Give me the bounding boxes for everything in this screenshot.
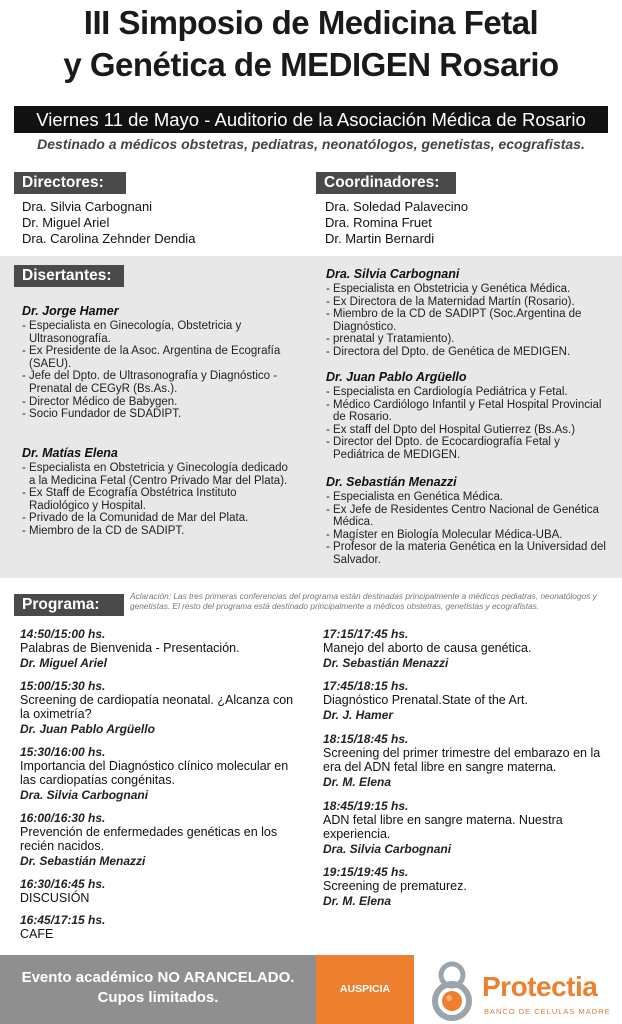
- program-time: 15:00/15:30 hs.: [20, 679, 106, 693]
- program-speaker: Dra. Silvia Carbognani: [323, 842, 452, 856]
- programa-label: Programa:: [14, 594, 124, 616]
- program-time: 17:15/17:45 hs.: [323, 627, 409, 641]
- speaker-credential: - Profesor de la materia Genética en la Universidad del Salvador.: [326, 541, 606, 566]
- speaker-credential: - Ex staff del Dpto del Hospital Gutierrez (Bs.As.): [326, 423, 576, 436]
- program-time: 15:30/16:00 hs.: [20, 745, 106, 759]
- program-speaker: Dr. J. Hamer: [323, 708, 394, 722]
- speaker-credential: - Especialista en Obstetricia y Ginecología dedicado a la Medicina Fetal (Centro Privado Mar del Plata).: [22, 462, 288, 487]
- program-item: [323, 732, 615, 790]
- title-line-2: y Genética de MEDIGEN Rosario: [63, 46, 559, 83]
- program-speaker: Dra. Silvia Carbognani: [20, 788, 149, 802]
- program-speaker: Dr. Miguel Ariel: [20, 656, 107, 670]
- program-title: Palabras de Bienvenida - Presentación.: [20, 641, 240, 655]
- speaker-name: Dr. Matías Elena: [22, 446, 118, 460]
- protectia-logo-icon: [422, 955, 482, 1024]
- program-item: [20, 811, 306, 869]
- speaker-credential: - Jefe del Dpto. de Ultrasonografía y Diagnóstico - Prenatal de CEGyR (Bs.As.).: [22, 370, 278, 395]
- program-title: CAFE: [20, 927, 54, 941]
- program-speaker: Dr. Sebastián Menazzi: [20, 854, 146, 868]
- program-speaker: Dr. Juan Pablo Argüello: [20, 722, 155, 736]
- speaker-name: Dr. Juan Pablo Argüello: [326, 370, 467, 384]
- program-time: 18:45/19:15 hs.: [323, 799, 409, 813]
- speaker-credential: - Especialista en Cardiología Pediátrica y Fetal.: [326, 386, 568, 398]
- speaker-credential: - Director Médico de Babygen.: [22, 395, 178, 408]
- program-item: [323, 799, 609, 857]
- speaker-credential: - Ex Jefe de Residentes Centro Nacional de Genética Médica.: [326, 503, 599, 529]
- speaker-name: Dra. Silvia Carbognani: [326, 267, 460, 281]
- program-time: 16:30/16:45 hs.: [20, 877, 106, 891]
- speaker-credential: - Especialista en Obstetricia y Genética Médica.: [326, 283, 571, 295]
- director-name: Dra. Silvia Carbognani: [22, 199, 153, 214]
- speaker-credential: - Directora del Dpto. de Genética de MEDIGEN.: [326, 345, 571, 358]
- disertantes-label: Disertantes:: [14, 265, 124, 287]
- program-item: [20, 913, 306, 941]
- audience-text: Destinado a médicos obstetras, pediatras, neonatólogos, genetistas, ecografistas.: [37, 136, 585, 152]
- program-time: 17:45/18:15 hs.: [323, 679, 409, 693]
- program-time: 18:15/18:45 hs.: [323, 732, 409, 746]
- speaker-credential: - Director del Dpto. de Ecocardiografía Fetal y Pediátrica de MEDIGEN.: [326, 436, 560, 461]
- coordinador-name: Dr. Martin Bernardi: [325, 231, 435, 246]
- directores-list: [22, 199, 195, 247]
- program-title: Importancia del Diagnóstico clínico molecular en las cardiopatías congénitas.: [20, 759, 289, 787]
- coordinadores-label: Coordinadores:: [316, 172, 456, 194]
- speaker-credential: - Especialista en Genética Médica.: [326, 491, 504, 503]
- speaker-carbognani: [326, 266, 610, 359]
- speaker-credential: - Especialista en Ginecología, Obstetricia y Ultrasonografía.: [22, 320, 242, 345]
- program-title: Screening del primer trimestre del embarazo en la era del ADN fetal libre en sangre materna.: [323, 746, 601, 774]
- program-item: [20, 627, 306, 671]
- speaker-elena: [22, 445, 288, 538]
- speaker-credential: - Médico Cardiólogo Infantil y Fetal Hospital Provincial de Rosario.: [326, 398, 602, 424]
- speaker-menazzi: [326, 474, 610, 567]
- auspicia-label: AUSPICIA: [316, 955, 414, 1024]
- speaker-name: Dr. Jorge Hamer: [22, 304, 119, 318]
- brand-name: Protectia: [482, 971, 598, 1002]
- date-venue-bar: Viernes 11 de Mayo - Auditorio de la Asociación Médica de Rosario: [14, 106, 608, 133]
- speaker-credential: - Ex Presidente de la Asoc. Argentina de Ecografía (SAEU).: [22, 345, 281, 370]
- program-item: [20, 679, 306, 737]
- speaker-credential: - prenatal y Tratamiento).: [326, 333, 455, 346]
- program-item: [323, 627, 609, 671]
- footer-line-2: Cupos limitados.: [97, 989, 219, 1006]
- speaker-credential: - Magíster en Biología Molecular Médica-UBA.: [326, 528, 563, 541]
- sponsor-logo: [414, 955, 622, 1024]
- speaker-credential: - Ex Directora de la Maternidad Martín (Rosario).: [326, 295, 575, 308]
- program-title: Diagnóstico Prenatal.State of the Art.: [323, 693, 528, 707]
- footer-line-1: Evento académico NO ARANCELADO.: [21, 969, 295, 986]
- programa-note: Aclaración: Las tres primeras conferencias del programa están destinadas principalmente a médicos pediatras, neonatólogos y genetistas. El resto del programa está destinado principalmente a médicos obstetras, genetistas y ecografistas.: [130, 591, 597, 611]
- program-title: Screening de prematurez.: [323, 879, 467, 893]
- program-title: DISCUSIÓN: [20, 891, 90, 905]
- directores-label: Directores:: [14, 172, 126, 194]
- program-title: Prevención de enfermedades genéticas en los recién nacidos.: [20, 825, 278, 853]
- program-speaker: Dr. M. Elena: [323, 894, 392, 908]
- coordinador-name: Dra. Soledad Palavecino: [325, 199, 469, 214]
- speaker-credential: - Socio Fundador de SDADIPT.: [22, 408, 182, 421]
- speaker-credential: - Ex Staff de Ecografía Obstétrica Instituto Radiológico y Hospital.: [22, 487, 237, 512]
- program-time: 16:45/17:15 hs.: [20, 913, 106, 927]
- speaker-credential: - Miembro de la CD de SADIPT (Soc.Argentina de Diagnóstico.: [326, 308, 582, 333]
- program-item: [20, 877, 306, 905]
- program-item: [20, 745, 306, 803]
- program-title: ADN fetal libre en sangre materna. Nuestra experiencia.: [323, 813, 563, 841]
- brand-tagline: BANCO DE CELULAS MADRE: [484, 1007, 611, 1016]
- coordinador-name: Dra. Romina Fruet: [325, 215, 432, 230]
- program-time: 19:15/19:45 hs.: [323, 865, 409, 879]
- speaker-hamer: [22, 303, 288, 421]
- program-time: 16:00/16:30 hs.: [20, 811, 106, 825]
- speaker-name: Dr. Sebastián Menazzi: [326, 475, 457, 489]
- program-speaker: Dr. M. Elena: [323, 775, 392, 789]
- program-title: Screening de cardiopatía neonatal. ¿Alcanza con la oximetría?: [20, 693, 294, 721]
- program-item: [323, 865, 609, 909]
- footer-event-info: [0, 955, 316, 1024]
- program-time: 14:50/15:00 hs.: [20, 627, 106, 641]
- program-speaker: Dr. Sebastián Menazzi: [323, 656, 449, 670]
- coordinadores-list: [325, 199, 468, 247]
- title-line-1: III Simposio de Medicina Fetal: [83, 4, 539, 41]
- program-item: [323, 679, 609, 723]
- speaker-arguello: [326, 369, 610, 462]
- speaker-credential: - Miembro de la CD de SADIPT.: [22, 524, 185, 537]
- program-title: Manejo del aborto de causa genética.: [323, 641, 532, 655]
- director-name: Dr. Miguel Ariel: [22, 215, 110, 230]
- director-name: Dra. Carolina Zehnder Dendia: [22, 231, 196, 246]
- speaker-credential: - Privado de la Comunidad de Mar del Plata.: [22, 512, 249, 525]
